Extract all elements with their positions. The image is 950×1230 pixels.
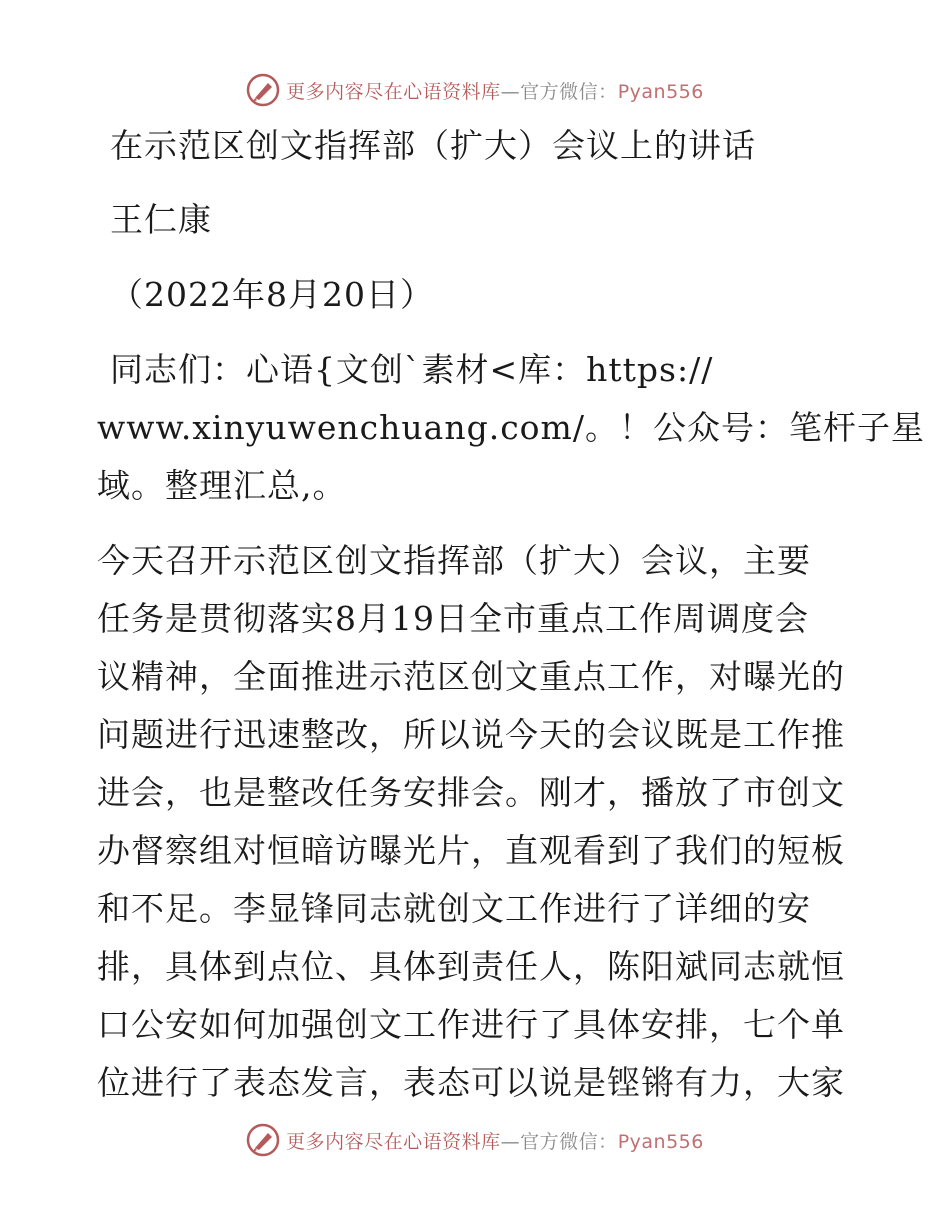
body-line: 问题进行迅速整改，所以说今天的会议既是工作推 [97,715,845,754]
body-line: www.xinyuwenchuang.com/。！公众号：笔杆子星 [97,408,925,447]
body-line: 议精神，全面推进示范区创文重点工作，对曝光的 [97,657,845,696]
body-line: 域。整理汇总,。 [97,466,347,505]
pen-nib-seal-icon [246,73,280,107]
body-line: 排，具体到点位、具体到责任人，陈阳斌同志就恒 [97,947,845,986]
watermark-handle: Pyan556 [617,80,704,103]
body-line: 办督察组对恒暗访曝光片，直观看到了我们的短板 [97,831,845,870]
body-line: 同志们：心语{文创`素材<库：https:// [110,350,714,389]
pen-nib-seal-icon [246,1123,280,1157]
watermark-wechat-label: 官方微信： [520,80,618,103]
body-line: 和不足。李显锋同志就创文工作进行了详细的安 [97,889,811,928]
watermark-main: 更多内容尽在心语资料库 [286,80,501,103]
body-line: 位进行了表态发言，表态可以说是铿锵有力，大家 [97,1063,845,1102]
footer-watermark [0,1120,950,1160]
watermark-dash: — [500,80,521,103]
body-line: 进会，也是整改任务安排会。刚才，播放了市创文 [97,773,845,812]
body-line: 任务是贯彻落实8月19日全市重点工作周调度会 [97,599,809,638]
document-date: （2022年8月20日） [110,275,434,314]
body-line: 今天召开示范区创文指挥部（扩大）会议，主要 [97,541,811,580]
watermark-text [286,1127,704,1154]
body-line: 口公安如何加强创文工作进行了具体安排，七个单 [97,1005,845,1044]
watermark-main: 更多内容尽在心语资料库 [286,1130,501,1153]
header-watermark [0,70,950,110]
watermark-handle: Pyan556 [617,1130,704,1153]
watermark-wechat-label: 官方微信： [520,1130,618,1153]
watermark-dash: — [500,1130,521,1153]
document-author: 王仁康 [110,200,212,239]
watermark-text [286,77,704,104]
document-title: 在示范区创文指挥部（扩大）会议上的讲话 [110,126,756,165]
